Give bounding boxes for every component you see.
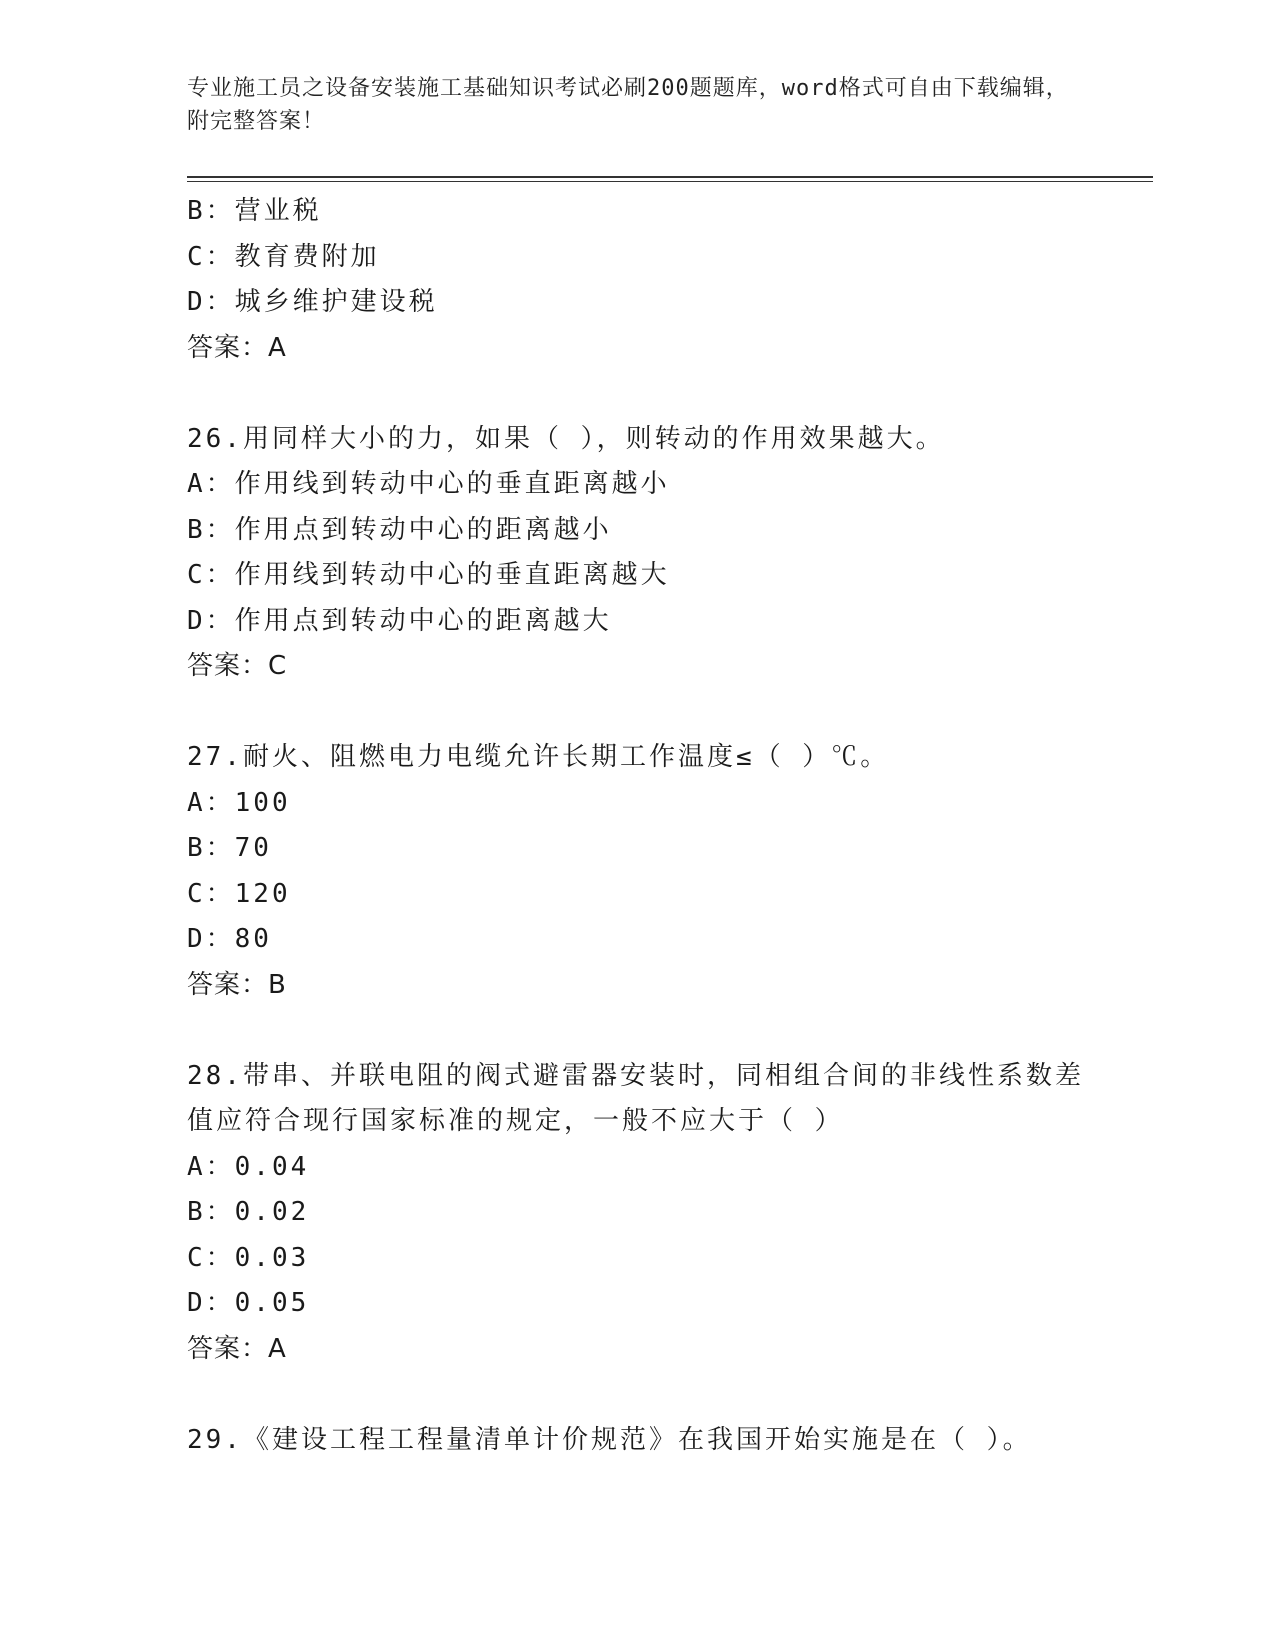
option-d: D：城乡维护建设税 bbox=[187, 287, 438, 317]
spacer bbox=[187, 690, 1087, 736]
option-b: B：作用点到转动中心的距离越小 bbox=[187, 514, 612, 545]
option-c: C：120 bbox=[187, 878, 291, 909]
answer-line: 答案：C bbox=[187, 651, 288, 681]
spacer bbox=[187, 1008, 1087, 1054]
option-a: A：作用线到转动中心的垂直距离越小 bbox=[187, 469, 670, 499]
option-b: B：营业税 bbox=[187, 196, 322, 226]
document-body bbox=[187, 189, 1087, 1463]
question-28 bbox=[187, 1054, 1087, 1373]
question-26 bbox=[187, 417, 1087, 690]
header-rule-thick bbox=[187, 176, 1153, 178]
question-text-line-2: 值应符合现行国家标准的规定，一般不应大于（ ） bbox=[187, 1106, 844, 1136]
question-text: 26.用同样大小的力，如果（ ），则转动的作用效果越大。 bbox=[187, 423, 945, 454]
option-b: B：0.02 bbox=[187, 1197, 310, 1227]
question-29 bbox=[187, 1418, 1087, 1464]
prev-question-block bbox=[187, 189, 1087, 371]
option-d: D：作用点到转动中心的距离越大 bbox=[187, 605, 612, 636]
option-c: C：0.03 bbox=[187, 1242, 310, 1273]
answer-line: 答案：A bbox=[187, 332, 287, 363]
option-d: D：80 bbox=[187, 924, 272, 954]
option-a: A：0.04 bbox=[187, 1151, 310, 1182]
option-d: D：0.05 bbox=[187, 1288, 310, 1318]
option-a: A：100 bbox=[187, 787, 291, 818]
question-text-line-1: 28.带串、并联电阻的阀式避雷器安装时，同相组合间的非线性系数差 bbox=[187, 1060, 1084, 1091]
question-text: 29.《建设工程工程量清单计价规范》在我国开始实施是在（ ）。 bbox=[187, 1424, 1032, 1455]
spacer bbox=[187, 371, 1087, 417]
option-c: C：作用线到转动中心的垂直距离越大 bbox=[187, 560, 670, 590]
question-27 bbox=[187, 735, 1087, 1008]
spacer bbox=[187, 1372, 1087, 1418]
answer-line: 答案：B bbox=[187, 969, 287, 1000]
question-text: 27.耐火、阻燃电力电缆允许长期工作温度≤（ ）℃。 bbox=[187, 742, 890, 772]
option-b: B：70 bbox=[187, 833, 272, 863]
option-c: C：教育费附加 bbox=[187, 241, 380, 272]
answer-line: 答案：A bbox=[187, 1333, 287, 1364]
header-rule-thin bbox=[187, 181, 1153, 182]
document-header: 专业施工员之设备安装施工基础知识考试必刷200题题库，word格式可自由下载编辑，附完整答案！ bbox=[187, 76, 1069, 134]
